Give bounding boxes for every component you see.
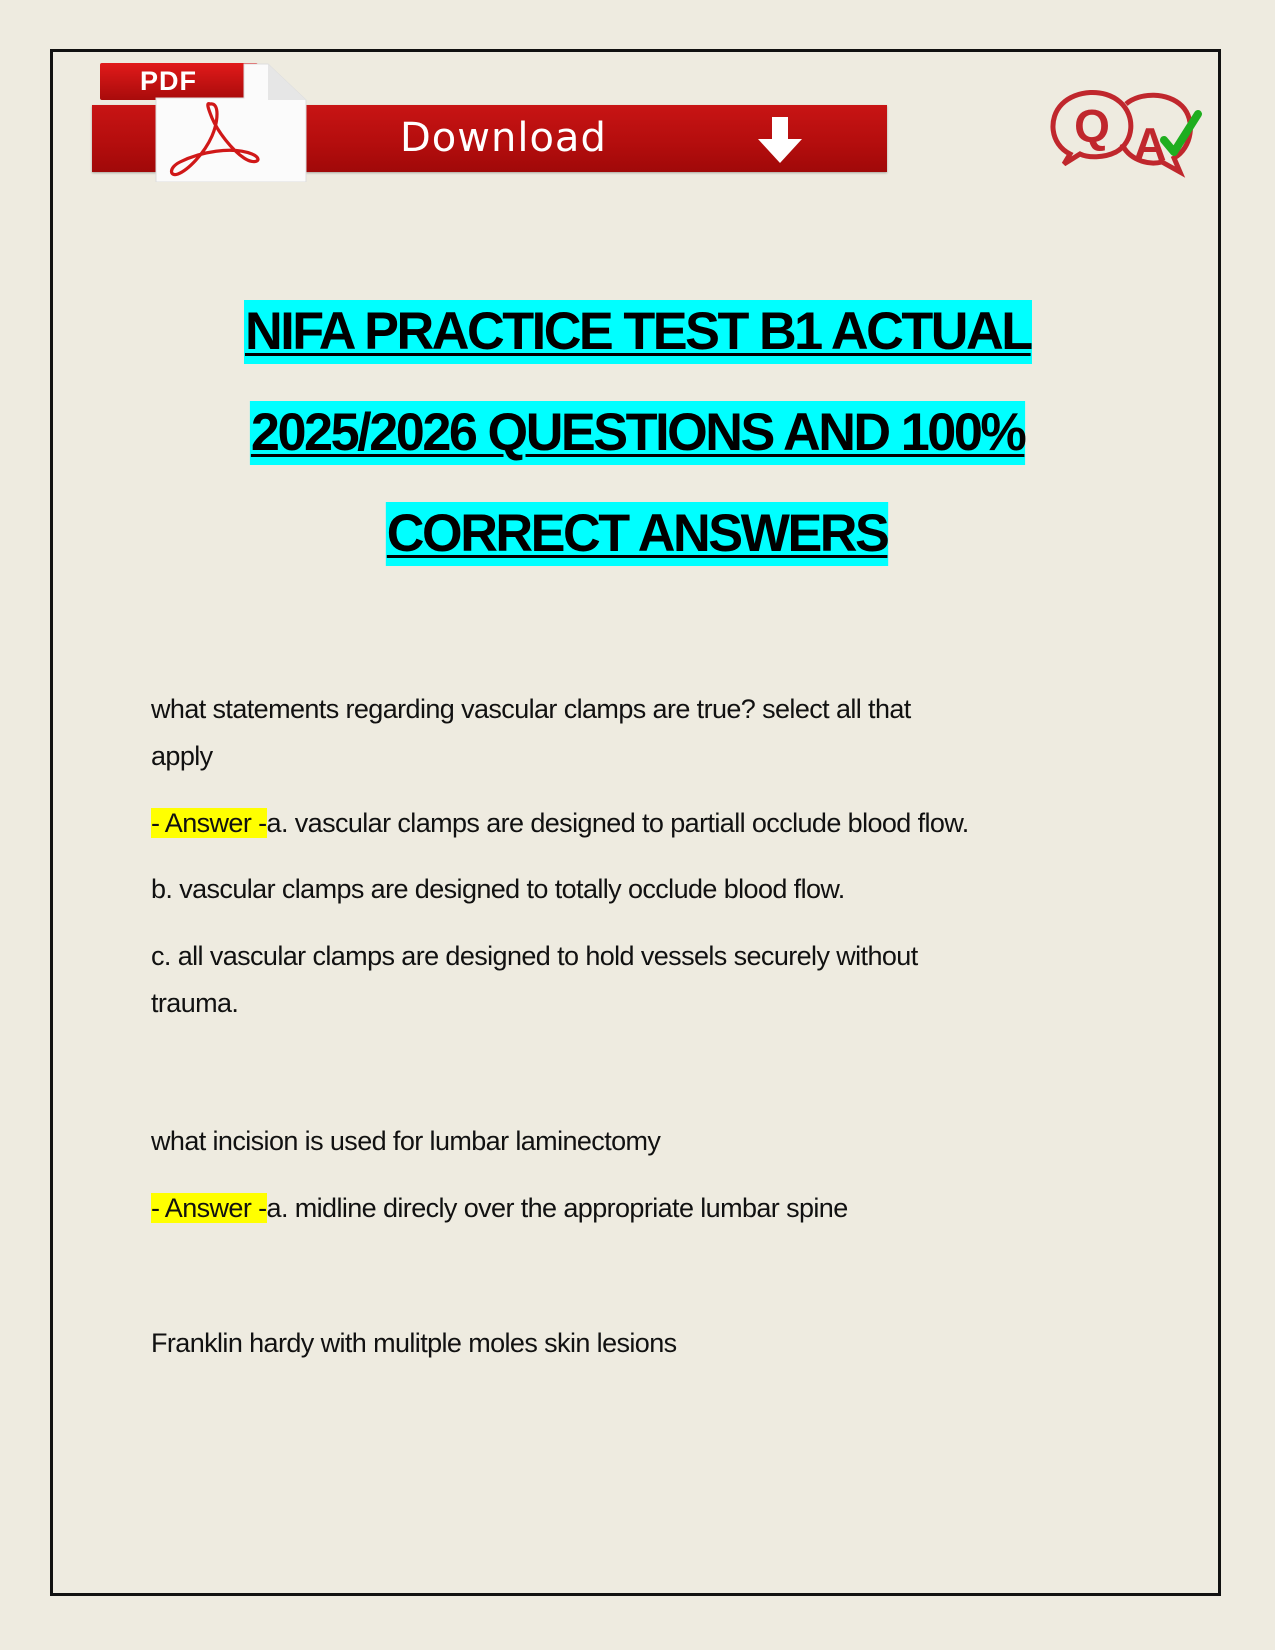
pdf-document-icon [148,62,308,182]
pdf-badge: PDF [100,63,258,100]
question-1 [151,686,911,780]
answer-1-option-c-line-1: c. all vascular clamps are designed to hold vessels securely without [151,941,918,971]
answer-2-option-a: a. midline direcly over the appropriate lumbar spine [266,1193,848,1223]
title-line-1: NIFA PRACTICE TEST B1 ACTUAL [244,300,1032,364]
answer-label: - Answer - [151,808,267,838]
title-line-3: CORRECT ANSWERS [386,502,889,566]
answer-2 [151,1185,848,1232]
qa-logo-a: A [1133,118,1167,170]
answer-1-option-a: a. vascular clamps are designed to partiall occlude blood flow. [266,808,969,838]
qa-logo-q: Q [1074,100,1110,152]
answer-1-option-c-line-2: trauma. [151,988,239,1018]
document-title [0,300,1275,603]
pdf-download-banner[interactable] [92,60,887,185]
download-label: Download [400,115,607,161]
answer-label: - Answer - [151,1193,267,1223]
question-1-line-1: what statements regarding vascular clamps are true? select all that [151,694,911,724]
question-1-line-2: apply [151,741,213,771]
question-2: what incision is used for lumbar laminectomy [151,1126,661,1156]
question-3: Franklin hardy with mulitple moles skin lesions [151,1328,677,1358]
answer-1-option-b: b. vascular clamps are designed to totally occlude blood flow. [151,874,845,904]
title-line-2: 2025/2026 QUESTIONS AND 100% [250,401,1025,465]
arrow-down-icon [752,115,808,165]
answer-1 [151,800,969,847]
answer-1-option-c [151,933,918,1027]
checkmark-icon [1164,114,1198,152]
qa-logo-icon [1040,78,1210,178]
